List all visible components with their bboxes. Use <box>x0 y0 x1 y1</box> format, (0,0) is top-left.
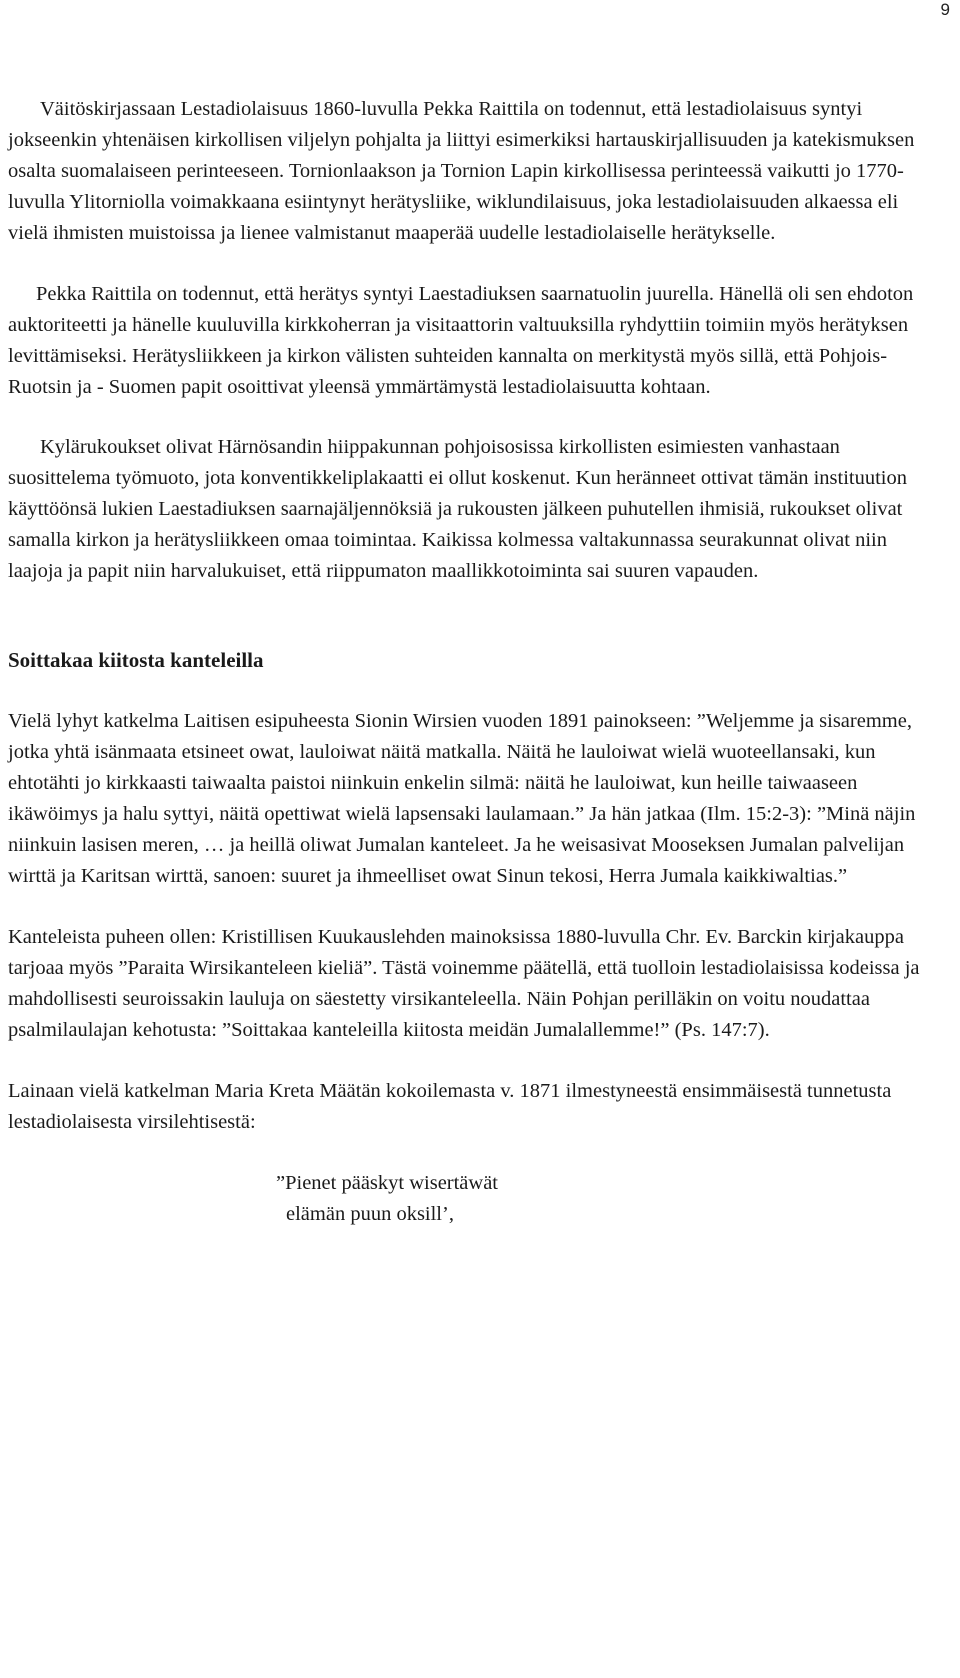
paragraph-revival-origin: Pekka Raittila on todennut, että herätys syntyi Laestadiuksen saarnatuolin juurella. Hänellä oli sen ehdoton auktoriteetti ja hänelle kuuluvilla kirkkoherran ja visitaattorin valtuuksilla ryhdyttiin toimiin myös herätyksen levittämiseksi. Herätysliikkeen ja kirkon välisten suhteiden kannalta on merkitystä myös sillä, että Pohjois-Ruotsin ja - Suomen papit osoittivat yleensä ymmärtämystä lestadiolaisuutta kohtaan. <box>8 283 914 398</box>
poem-line: ”Pienet pääskyt wisertäwät <box>276 1172 499 1194</box>
poem-line: elämän puun oksill’, <box>286 1203 454 1225</box>
paragraph-kanteles: Kanteleista puheen ollen: Kristillisen Kuukauslehden mainoksissa 1880-luvulla Chr. Ev. Barckin kirjakauppa tarjoaa myös ”Paraita Wirsikanteleen kieliä”. Tästä voinemme päätellä, että tuolloin lestadiolaisissa kodeissa ja mahdollisesti seuroissakin lauluja on säestetty virsikanteleella. Näin Pohjan perilläkin on voitu noudattaa psalmilaulajan kehotusta: ”Soittakaa kanteleilla kiitosta meidän Jumalallemme!” (Ps. 147:7). <box>8 926 920 1041</box>
paragraph-village-prayers: Kylärukoukset olivat Härnösandin hiippakunnan pohjoisosissa kirkollisten esimiesten vanhastaan suosittelema työmuoto, jota konventikkeliplakaatti ei ollut koskenut. Kun heränneet ottivat tämän instituution käyttöönsä lukien Laestadiuksen saarnajäljennöksiä ja rukousten jälkeen puhutellen ihmisiä, rukoukset olivat samalla kirkon ja herätysliikkeen omaa toimintaa. Kaikissa kolmessa valtakunnassa seurakunnat olivat niin laajoja ja papit niin harvalukuiset, että riippumaton maallikkotoiminta sai suuren vapauden. <box>8 436 907 582</box>
document-body <box>8 94 928 1230</box>
poem-excerpt <box>8 1168 928 1230</box>
paragraph-raittila-dissertation: Väitöskirjassaan Lestadiolaisuus 1860-luvulla Pekka Raittila on todennut, että lestadiolaisuus syntyi jokseenkin yhtenäisen kirkollisen viljelyn pohjalta ja liittyi esimerkiksi hartauskirjallisuuden ja katekismuksen osalta suomalaiseen perinteeseen. Tornionlaakson ja Tornion Lapin kirkollisessa perinteessä vaikutti jo 1770-luvulla Ylitorniolla voimakkaana esiintynyt herätysliike, wiklundilaisuus, joka lestadiolaisuuden alkaessa eli vielä ihmisten muistoissa ja lienee valmistanut maaperää uudelle lestadiolaiselle herätykselle. <box>8 98 915 244</box>
section-heading: Soittakaa kiitosta kanteleilla <box>8 648 264 672</box>
paragraph-hymn-leaflet-intro: Lainaan vielä katkelman Maria Kreta Määtän kokoilemasta v. 1871 ilmestyneestä ensimmäisestä tunnetusta lestadiolaisesta virsilehtisestä: <box>8 1080 892 1133</box>
paragraph-laitinen-preface: Vielä lyhyt katkelma Laitisen esipuheesta Sionin Wirsien vuoden 1891 painokseen: ”Weljemme ja sisaremme, jotka yhtä isänmaata etsineet owat, lauloiwat näitä matkalla. Näitä he lauloiwat wielä wuoteellansaki, kun ehtotähti jo kirkkaasti taiwaalta paistoi niinkuin enkelin silmä: näitä he lauloiwat, kun heille taiwaaseen ikäwöimys ja halu syttyi, näitä opettiwat wielä lapsensaki laulamaan.” Ja hän jatkaa (Ilm. 15:2-3): ”Minä näjin niinkuin lasisen meren, … ja heillä oliwat Jumalan kanteleet. Ja he weisasivat Mooseksen Jumalan palvelijan wirttä ja Karitsan wirttä, sanoen: suuret ja ihmeelliset owat Sinun tekosi, Herra Jumala kaikkiwaltias.” <box>8 710 916 887</box>
page-number: 9 <box>940 0 950 19</box>
